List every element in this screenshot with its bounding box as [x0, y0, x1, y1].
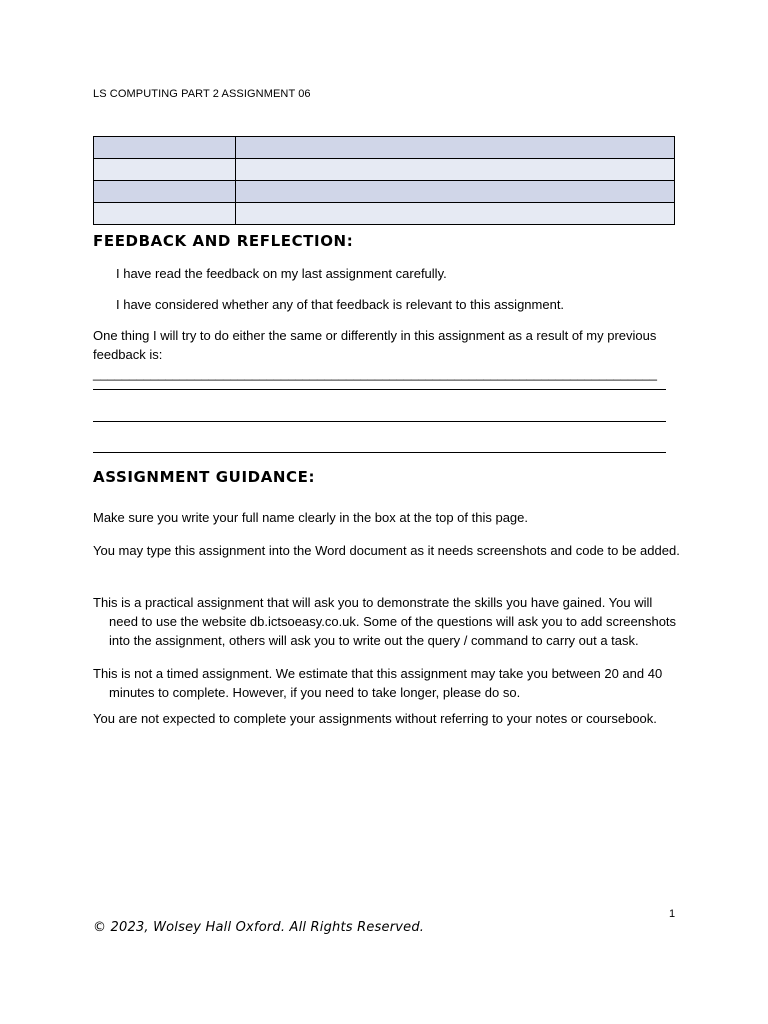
table-cell[interactable] — [94, 203, 236, 225]
table-row — [94, 181, 675, 203]
table-cell[interactable] — [236, 137, 675, 159]
guidance-paragraph: This is not a timed assignment. We estimate that this assignment may take you between 20 and 40 minutes to complete. However, if you need to take longer, please do so. — [93, 666, 663, 700]
answer-line[interactable] — [93, 452, 666, 453]
guidance-paragraph: This is a practical assignment that will ask you to demonstrate the skills you have gained. You will need to use the website db.ictsoeasy.co.uk. Some of the questions will ask you to add screenshots into the assignment, others will ask you to write out the query / command to carry out a task. — [93, 595, 677, 648]
table-cell[interactable] — [236, 181, 675, 203]
guidance-paragraph: You may type this assignment into the Word document as it needs screenshots and code to be added. — [93, 543, 680, 558]
document-header: LS COMPUTING PART 2 ASSIGNMENT 06 — [93, 88, 311, 100]
answer-line[interactable] — [93, 421, 666, 422]
table-cell[interactable] — [94, 159, 236, 181]
guidance-paragraph: You are not expected to complete your assignments without referring to your notes or coursebook. — [93, 711, 657, 726]
student-info-table — [93, 136, 675, 225]
table-row — [94, 159, 675, 181]
table-row — [94, 203, 675, 225]
table-cell[interactable] — [94, 137, 236, 159]
copyright-footer: © 2023, Wolsey Hall Oxford. All Rights Reserved. — [93, 920, 425, 935]
table-cell[interactable] — [94, 181, 236, 203]
feedback-checklist-item: I have considered whether any of that feedback is relevant to this assignment. — [116, 297, 565, 312]
page-number: 1 — [669, 908, 676, 920]
feedback-heading: FEEDBACK AND REFLECTION: — [93, 232, 354, 250]
table-cell[interactable] — [236, 159, 675, 181]
guidance-heading: ASSIGNMENT GUIDANCE: — [93, 468, 316, 486]
answer-line[interactable] — [93, 389, 666, 390]
table-row — [94, 137, 675, 159]
guidance-paragraph: Make sure you write your full name clearly in the box at the top of this page. — [93, 510, 529, 525]
table-cell[interactable] — [236, 203, 675, 225]
feedback-prompt: One thing I will try to do either the same or differently in this assignment as a result of my previous feedback is: ______________________________________________________________________________ — [93, 328, 657, 381]
feedback-checklist-item: I have read the feedback on my last assignment carefully. — [116, 266, 447, 281]
